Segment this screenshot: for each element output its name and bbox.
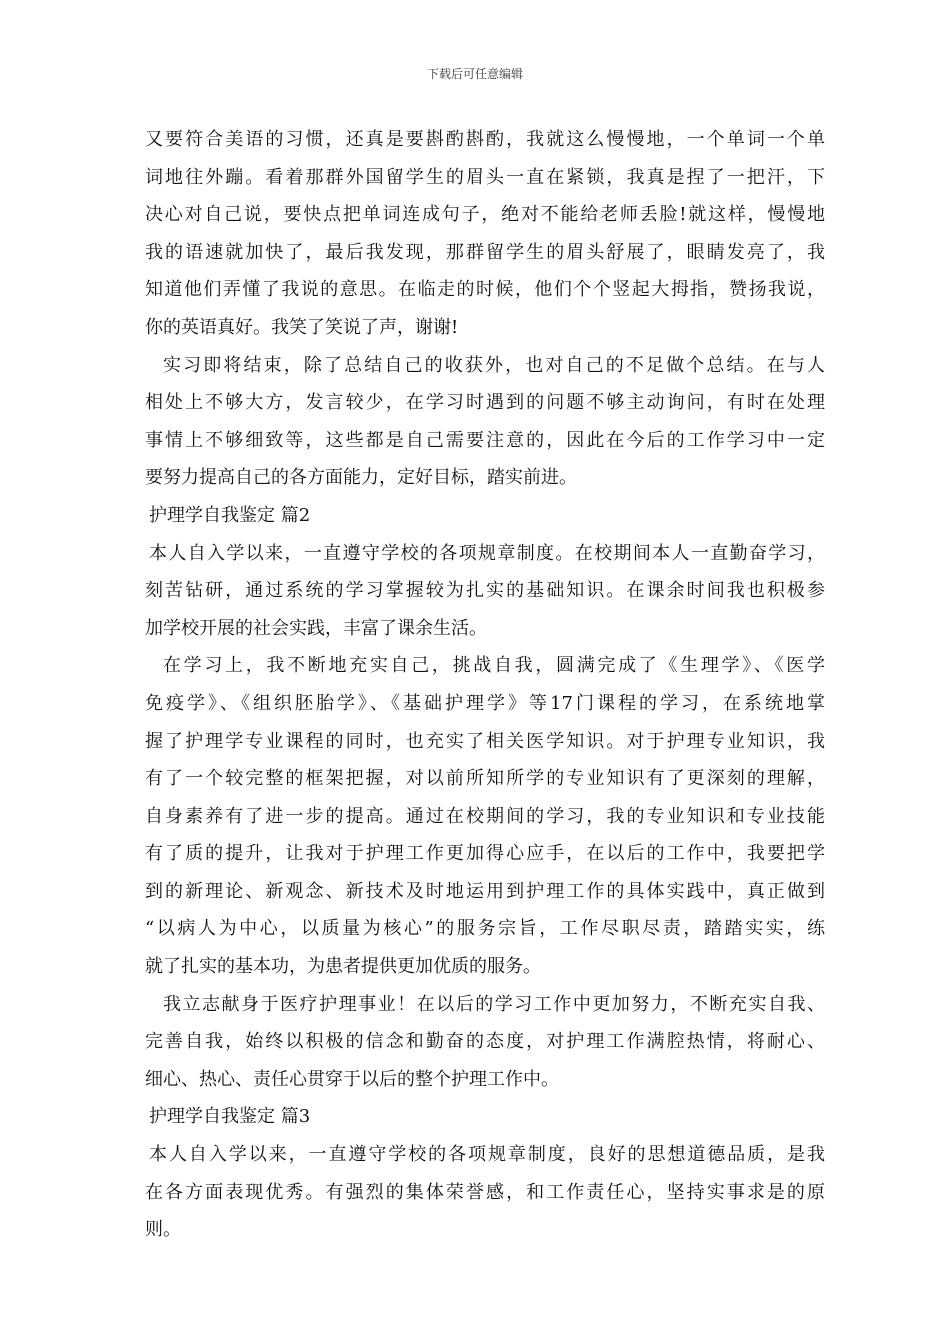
- text-line: 实习即将结束，除了总结自己的收获外，也对自己的不足做个总结。在与人: [163, 354, 825, 376]
- text-line: “以病人为中心，以质量为核心”的服务宗旨，工作尽职尽责，踏踏实实，练: [145, 918, 825, 940]
- text-line: 免疫学》、《组织胚胎学》、《基础护理学》等17门课程的学习，在系统地掌: [145, 692, 825, 714]
- section-heading: 护理学自我鉴定 篇2: [149, 504, 311, 526]
- text-line: 要努力提高自己的各方面能力，定好目标，踏实前进。: [145, 467, 577, 489]
- text-line: 又要符合美语的习惯，还真是要斟酌斟酌，我就这么慢慢地，一个单词一个单: [145, 129, 825, 150]
- page-header: 下载后可任意编辑: [426, 67, 523, 81]
- text-line: 有了一个较完整的框架把握，对以前所知所学的专业知识有了更深刻的理解，: [145, 768, 825, 790]
- text-line: 就了扎实的基本功，为患者提供更加优质的服务。: [145, 956, 541, 978]
- text-line: 我立志献身于医疗护理事业！在以后的学习工作中更加努力，不断充实自我、: [163, 993, 825, 1015]
- text-line: 本人自入学以来，一直遵守学校的各项规章制度。在校期间本人一直勤奋学习，: [149, 542, 825, 564]
- text-line: 知道他们弄懂了我说的意思。在临走的时候，他们个个竖起大拇指，赞扬我说，: [145, 279, 825, 301]
- text-line: 刻苦钻研，通过系统的学习掌握较为扎实的基础知识。在课余时间我也积极参: [145, 580, 825, 602]
- text-line: 在学习上，我不断地充实自己，挑战自我，圆满完成了《生理学》、《医学: [163, 655, 825, 677]
- text-line: 在各方面表现优秀。有强烈的集体荣誉感，和工作责任心，坚持实事求是的原: [145, 1181, 825, 1203]
- text-line: 则。: [145, 1219, 181, 1241]
- text-line: 词地往外蹦。看着那群外国留学生的眉头一直在紧锁，我真是捏了一把汗，下: [145, 166, 825, 188]
- text-line: 有了质的提升，让我对于护理工作更加得心应手，在以后的工作中，我要把学: [145, 843, 825, 865]
- text-line: 事情上不够细致等，这些都是自己需要注意的，因此在今后的工作学习中一定: [145, 429, 825, 451]
- document-body: [145, 121, 825, 1249]
- text-line: 完善自我，始终以积极的信念和勤奋的态度，对护理工作满腔热情，将耐心、: [145, 1031, 825, 1053]
- text-line: 相处上不够大方，发言较少，在学习时遇到的问题不够主动询问，有时在处理: [145, 392, 825, 414]
- section-heading: 护理学自我鉴定 篇3: [149, 1106, 311, 1128]
- text-line: 自身素养有了进一步的提高。通过在校期间的学习，我的专业知识和专业技能: [145, 805, 825, 827]
- text-line: 本人自入学以来，一直遵守学校的各项规章制度，良好的思想道德品质，是我: [149, 1144, 825, 1166]
- text-line: 加学校开展的社会实践，丰富了课余生活。: [145, 617, 487, 639]
- text-line: 细心、热心、责任心贯穿于以后的整个护理工作中。: [145, 1068, 559, 1090]
- text-line: 握了护理学专业课程的同时，也充实了相关医学知识。对于护理专业知识，我: [145, 730, 825, 752]
- text-line: 我的语速就加快了，最后我发现，那群留学生的眉头舒展了，眼睛发亮了，我: [145, 241, 825, 263]
- text-line: 决心对自己说，要快点把单词连成句子，绝对不能给老师丢脸!就这样，慢慢地: [145, 204, 825, 226]
- text-line: 到的新理论、新观念、新技术及时地运用到护理工作的具体实践中，真正做到: [145, 880, 825, 902]
- text-line: 你的英语真好。我笑了笑说了声，谢谢!: [145, 316, 459, 338]
